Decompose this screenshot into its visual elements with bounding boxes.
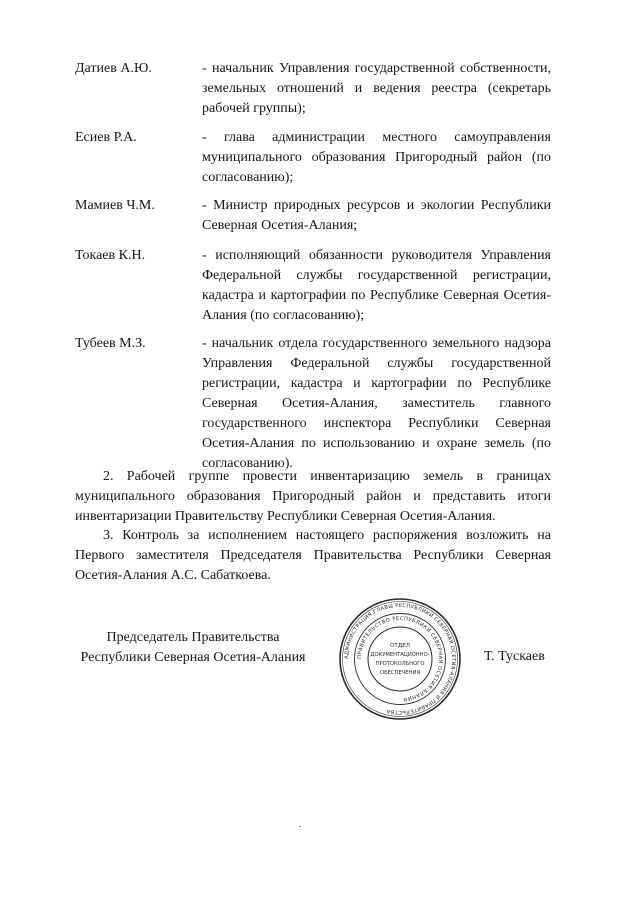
signatory-position <box>68 628 318 668</box>
member-name: Токаев К.Н. <box>75 248 146 263</box>
scan-speck <box>299 826 301 827</box>
seal-inner-text: ПРАВИТЕЛЬСТВО РЕСПУБЛИКИ СЕВЕРНАЯ ОСЕТИЯ-АЛАНИЯ <box>356 615 444 702</box>
official-seal <box>338 597 462 721</box>
member-role: - исполняющий обязанности руководителя Управления Федеральной службы государственной регистрации, кадастра и картографии по Республике Северная Осетия-Алания (по согласованию); <box>202 248 551 323</box>
member-name: Датиев А.Ю. <box>75 61 152 76</box>
paragraph-3-control: 3. Контроль за исполнением настоящего распоряжения возложить на Первого заместителя Председателя Правительства Республики Северная Осетия-Алания А.С. Сабаткоева. <box>75 528 551 583</box>
seal-center-line3: ПРОТОКОЛЬНОГО <box>375 661 425 667</box>
member-role: - начальник отдела государственного земельного надзора Управления Федеральной службы государственной регистрации, кадастра и картографии по Республике Северная Осетия-Алания, заместитель главного государственного инспектора Республики Северная Осетия-Алания по использованию и охране земель (по согласованию). <box>202 336 551 471</box>
seal-center-line1: ОТДЕЛ <box>390 643 410 649</box>
svg-text:ПРАВИТЕЛЬСТВО РЕСПУБЛИКИ СЕВЕР <box>357 616 443 702</box>
signatory-name: Т. Тускаев <box>484 649 545 664</box>
seal-center-line2: ДОКУМЕНТАЦИОННО- <box>370 652 430 658</box>
member-role: - глава администрации местного самоуправления муниципального образования Пригородный район (по согласованию); <box>202 130 551 185</box>
signatory-position-line1: Председатель Правительства <box>106 630 280 645</box>
member-name: Есиев Р.А. <box>75 130 137 145</box>
member-role: - начальник Управления государственной собственности, земельных отношений и ведения реестра (секретарь рабочей группы); <box>202 61 551 116</box>
member-name: Тубеев М.З. <box>75 336 146 351</box>
member-role: - Министр природных ресурсов и экологии Республики Северная Осетия-Алания; <box>202 198 551 233</box>
paragraph-2-inventory: 2. Рабочей группе провести инвентаризацию земель в границах муниципального образования Пригородный район и представить итоги инвентаризации Правительству Республики Северная Осетия-Алания. <box>75 469 551 524</box>
seal-outer-text: АДМИНИСТРАЦИЯ ГЛАВЫ РЕСПУБЛИКИ СЕВЕРНАЯ ОСЕТИЯ-АЛАНИЯ И ПРАВИТЕЛЬСТВА <box>343 602 457 716</box>
member-name: Мамиев Ч.М. <box>75 198 155 213</box>
signatory-position-line2: Республики Северная Осетия-Алания <box>80 650 306 665</box>
seal-center-line4: ОБЕСПЕЧЕНИЯ <box>380 670 420 676</box>
